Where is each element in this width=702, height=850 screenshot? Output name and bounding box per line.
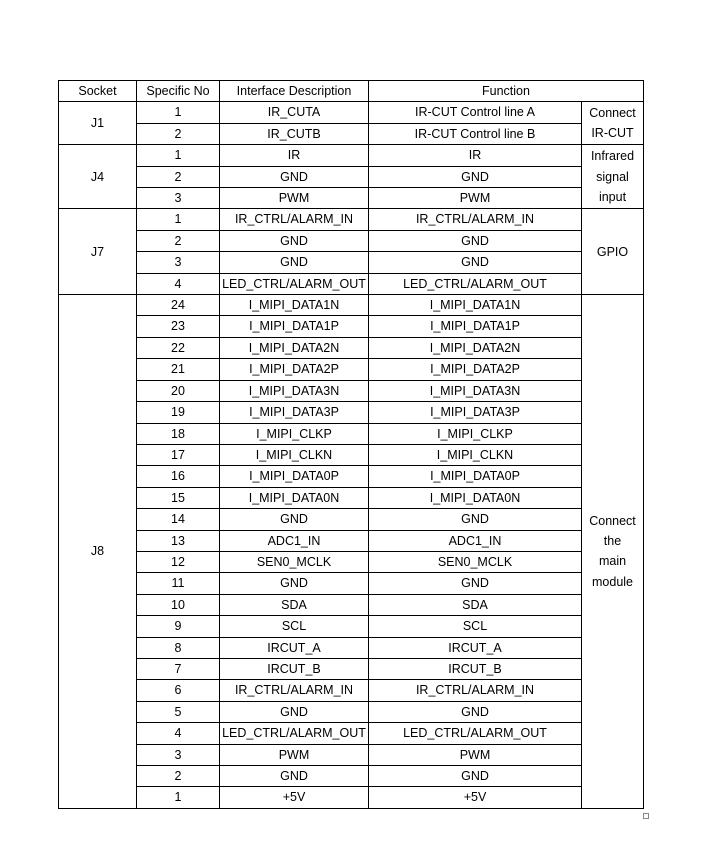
- table-row: [59, 423, 644, 444]
- pin-number-cell: 20: [137, 380, 220, 401]
- table-row: [59, 701, 644, 722]
- pin-number-cell: 16: [137, 466, 220, 487]
- pin-number-cell: 15: [137, 487, 220, 508]
- pin-number-cell: 17: [137, 444, 220, 465]
- pin-number-cell: 1: [137, 145, 220, 166]
- pin-number-cell: 18: [137, 423, 220, 444]
- header-row: [59, 81, 644, 102]
- function-cell: IR_CTRL/ALARM_IN: [369, 209, 582, 230]
- function-cell: PWM: [369, 744, 582, 765]
- pin-number-cell: 8: [137, 637, 220, 658]
- pin-number-cell: 11: [137, 573, 220, 594]
- interface-description-cell: GND: [220, 701, 369, 722]
- table-resize-handle: [643, 813, 649, 819]
- function-cell: +5V: [369, 787, 582, 808]
- function-cell: I_MIPI_DATA2N: [369, 337, 582, 358]
- table-row: [59, 273, 644, 294]
- interface-description-cell: PWM: [220, 744, 369, 765]
- pin-number-cell: 4: [137, 273, 220, 294]
- pin-number-cell: 12: [137, 551, 220, 572]
- function-cell: SDA: [369, 594, 582, 615]
- interface-description-cell: I_MIPI_DATA2P: [220, 359, 369, 380]
- pin-number-cell: 3: [137, 744, 220, 765]
- header-socket: Socket: [59, 81, 137, 102]
- interface-description-cell: IR_CTRL/ALARM_IN: [220, 680, 369, 701]
- socket-cell: J4: [59, 145, 137, 209]
- table-row: [59, 723, 644, 744]
- function-cell: I_MIPI_DATA3N: [369, 380, 582, 401]
- interface-description-cell: LED_CTRL/ALARM_OUT: [220, 723, 369, 744]
- table-row: [59, 466, 644, 487]
- group-note-cell: [582, 145, 644, 209]
- interface-description-cell: GND: [220, 766, 369, 787]
- pin-number-cell: 10: [137, 594, 220, 615]
- function-cell: GND: [369, 252, 582, 273]
- group-note-cell: [582, 295, 644, 809]
- socket-cell: J7: [59, 209, 137, 295]
- table-row: [59, 102, 644, 123]
- table-row: [59, 145, 644, 166]
- pin-number-cell: 24: [137, 295, 220, 316]
- interface-description-cell: GND: [220, 230, 369, 251]
- function-cell: GND: [369, 166, 582, 187]
- function-cell: IR-CUT Control line A: [369, 102, 582, 123]
- pin-number-cell: 19: [137, 402, 220, 423]
- interface-description-cell: I_MIPI_DATA1P: [220, 316, 369, 337]
- function-cell: IR-CUT Control line B: [369, 123, 582, 144]
- pin-number-cell: 2: [137, 230, 220, 251]
- pin-number-cell: 6: [137, 680, 220, 701]
- group-note-cell: [582, 102, 644, 145]
- pin-number-cell: 9: [137, 616, 220, 637]
- table-row: [59, 380, 644, 401]
- table-row: [59, 230, 644, 251]
- table-row: [59, 573, 644, 594]
- pin-number-cell: 4: [137, 723, 220, 744]
- interface-description-cell: GND: [220, 573, 369, 594]
- table-row: [59, 594, 644, 615]
- table-row: [59, 551, 644, 572]
- function-cell: GND: [369, 701, 582, 722]
- group-note-line: module: [592, 574, 633, 589]
- pin-number-cell: 1: [137, 787, 220, 808]
- pin-number-cell: 13: [137, 530, 220, 551]
- group-note-line: Connect: [589, 105, 636, 120]
- table-row: [59, 359, 644, 380]
- pin-number-cell: 22: [137, 337, 220, 358]
- table-row: [59, 487, 644, 508]
- interface-description-cell: SEN0_MCLK: [220, 551, 369, 572]
- table-body: [59, 102, 644, 808]
- function-cell: I_MIPI_CLKP: [369, 423, 582, 444]
- function-cell: GND: [369, 573, 582, 594]
- pin-number-cell: 2: [137, 123, 220, 144]
- table-row: [59, 337, 644, 358]
- interface-description-cell: I_MIPI_CLKN: [220, 444, 369, 465]
- interface-description-cell: GND: [220, 252, 369, 273]
- interface-description-cell: +5V: [220, 787, 369, 808]
- function-cell: I_MIPI_DATA1N: [369, 295, 582, 316]
- table-row: [59, 316, 644, 337]
- interface-description-cell: I_MIPI_DATA3N: [220, 380, 369, 401]
- table-row: [59, 787, 644, 808]
- function-cell: I_MIPI_DATA2P: [369, 359, 582, 380]
- pin-number-cell: 5: [137, 701, 220, 722]
- table-row: [59, 188, 644, 209]
- function-cell: IRCUT_B: [369, 658, 582, 679]
- pin-number-cell: 2: [137, 766, 220, 787]
- header-interface-description: Interface Description: [220, 81, 369, 102]
- group-note-line: IR-CUT: [591, 126, 634, 141]
- function-cell: I_MIPI_CLKN: [369, 444, 582, 465]
- table-row: [59, 509, 644, 530]
- interface-description-cell: IRCUT_A: [220, 637, 369, 658]
- group-note-line: main: [598, 554, 627, 569]
- function-cell: LED_CTRL/ALARM_OUT: [369, 723, 582, 744]
- interface-description-cell: IR_CUTA: [220, 102, 369, 123]
- interface-description-cell: LED_CTRL/ALARM_OUT: [220, 273, 369, 294]
- group-note-line: Infrared: [590, 149, 635, 164]
- interface-description-cell: ADC1_IN: [220, 530, 369, 551]
- socket-cell: J8: [59, 295, 137, 809]
- interface-description-cell: I_MIPI_DATA2N: [220, 337, 369, 358]
- pin-number-cell: 3: [137, 188, 220, 209]
- group-note-cell: [582, 209, 644, 295]
- interface-description-cell: I_MIPI_DATA0P: [220, 466, 369, 487]
- interface-description-cell: SCL: [220, 616, 369, 637]
- table-row: [59, 166, 644, 187]
- group-note-line: GPIO: [596, 244, 629, 259]
- interface-description-cell: IRCUT_B: [220, 658, 369, 679]
- function-cell: GND: [369, 509, 582, 530]
- function-cell: IRCUT_A: [369, 637, 582, 658]
- interface-description-cell: IR_CUTB: [220, 123, 369, 144]
- group-note-line: signal: [596, 169, 629, 184]
- interface-description-cell: IR_CTRL/ALARM_IN: [220, 209, 369, 230]
- table-row: [59, 402, 644, 423]
- interface-description-cell: PWM: [220, 188, 369, 209]
- function-cell: GND: [369, 230, 582, 251]
- table-row: [59, 744, 644, 765]
- function-cell: SEN0_MCLK: [369, 551, 582, 572]
- pin-number-cell: 14: [137, 509, 220, 530]
- function-cell: SCL: [369, 616, 582, 637]
- pin-number-cell: 1: [137, 209, 220, 230]
- interface-description-cell: SDA: [220, 594, 369, 615]
- function-cell: I_MIPI_DATA0N: [369, 487, 582, 508]
- function-cell: IR_CTRL/ALARM_IN: [369, 680, 582, 701]
- interface-description-cell: I_MIPI_DATA1N: [220, 295, 369, 316]
- function-cell: ADC1_IN: [369, 530, 582, 551]
- interface-description-cell: GND: [220, 509, 369, 530]
- table-row: [59, 252, 644, 273]
- pin-number-cell: 21: [137, 359, 220, 380]
- group-note-line: input: [598, 190, 627, 205]
- function-cell: I_MIPI_DATA3P: [369, 402, 582, 423]
- group-note-line: the: [603, 534, 622, 549]
- table-row: [59, 530, 644, 551]
- header-specific-no: Specific No: [137, 81, 220, 102]
- table-row: [59, 658, 644, 679]
- function-cell: I_MIPI_DATA1P: [369, 316, 582, 337]
- table-row: [59, 616, 644, 637]
- pin-number-cell: 1: [137, 102, 220, 123]
- header-function: Function: [369, 81, 644, 102]
- table-row: [59, 680, 644, 701]
- group-note-line: Connect: [589, 513, 636, 528]
- table-row: [59, 444, 644, 465]
- table-row: [59, 637, 644, 658]
- table-row: [59, 766, 644, 787]
- interface-description-cell: I_MIPI_DATA3P: [220, 402, 369, 423]
- socket-cell: J1: [59, 102, 137, 145]
- pin-number-cell: 2: [137, 166, 220, 187]
- function-cell: PWM: [369, 188, 582, 209]
- table-row: [59, 209, 644, 230]
- interface-description-cell: GND: [220, 166, 369, 187]
- pin-number-cell: 7: [137, 658, 220, 679]
- pin-number-cell: 3: [137, 252, 220, 273]
- function-cell: I_MIPI_DATA0P: [369, 466, 582, 487]
- pin-number-cell: 23: [137, 316, 220, 337]
- table-row: [59, 123, 644, 144]
- interface-description-cell: I_MIPI_DATA0N: [220, 487, 369, 508]
- table-row: [59, 295, 644, 316]
- function-cell: IR: [369, 145, 582, 166]
- interface-description-cell: I_MIPI_CLKP: [220, 423, 369, 444]
- function-cell: GND: [369, 766, 582, 787]
- function-cell: LED_CTRL/ALARM_OUT: [369, 273, 582, 294]
- pin-definition-table: [58, 80, 644, 809]
- interface-description-cell: IR: [220, 145, 369, 166]
